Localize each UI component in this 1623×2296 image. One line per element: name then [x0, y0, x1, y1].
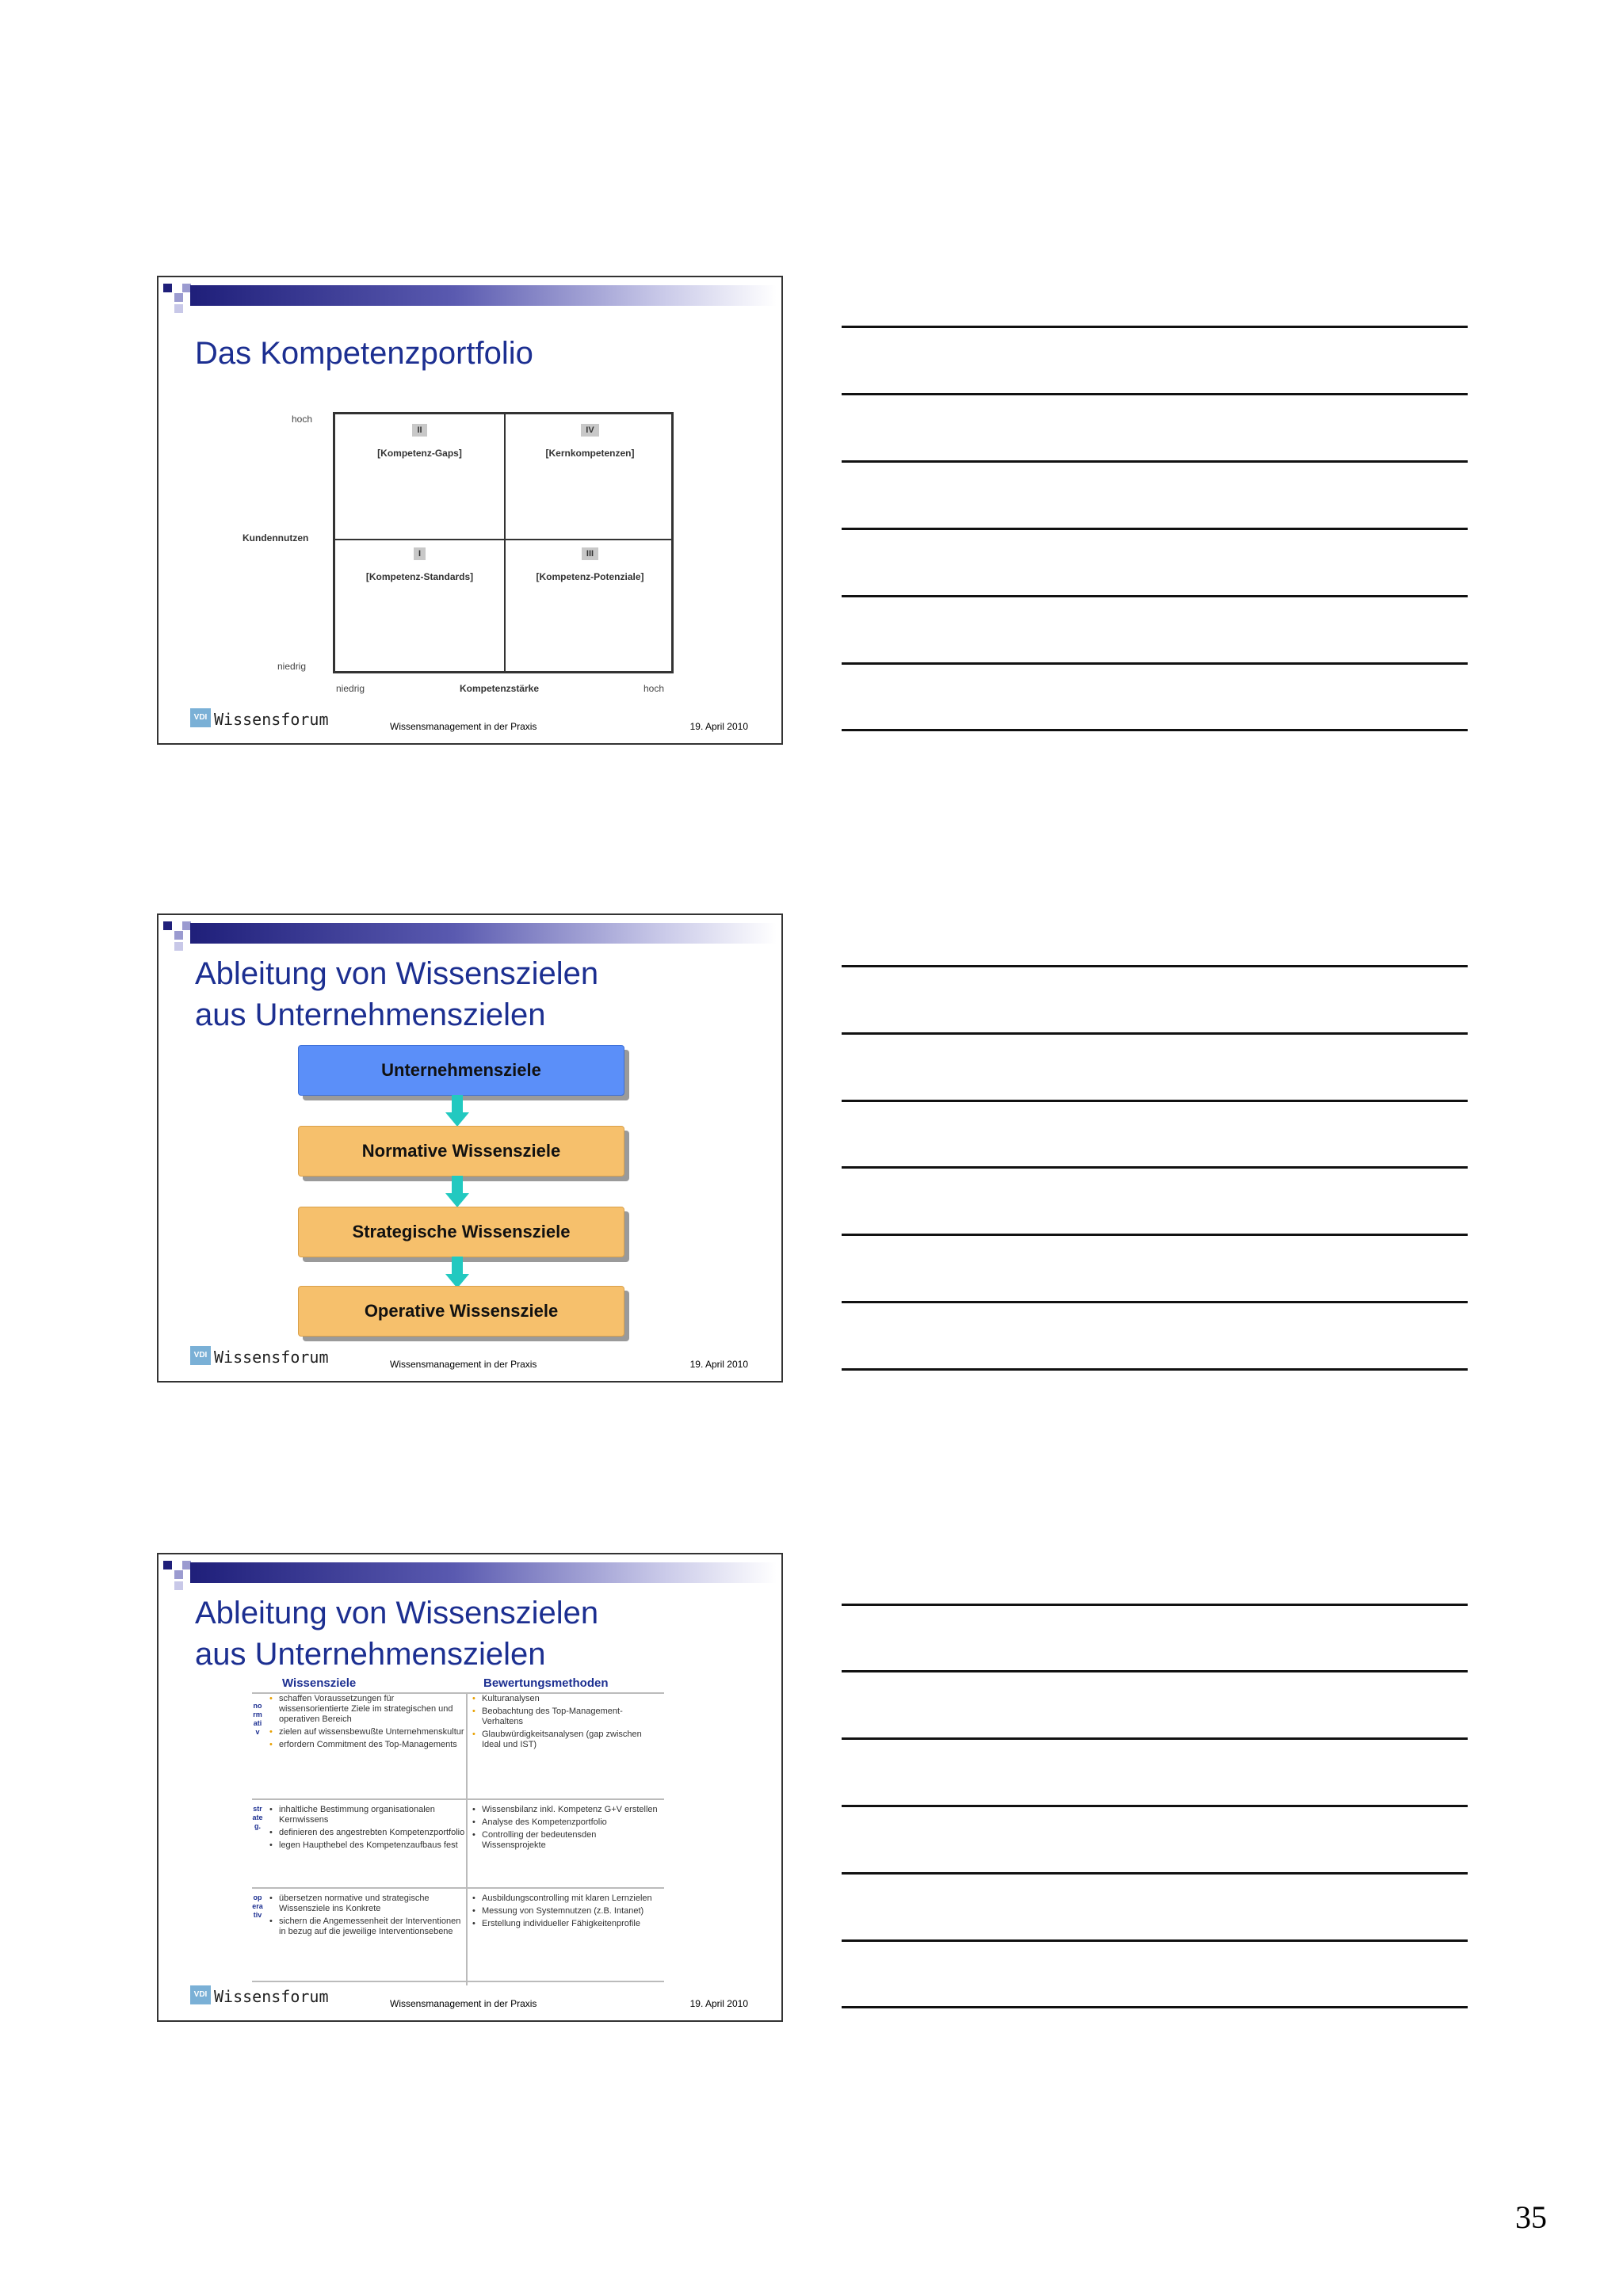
note-line [842, 662, 1468, 665]
down-arrow-icon [445, 1176, 469, 1207]
slide-ableitung-flow: Ableitung von Wissenszielen aus Unternehmenszielen Unternehmensziele Normative Wissensziele Strategische Wissensziele Operative Wissensziele VDI Wissensforum Wissensmanagement in der Praxis 19. April 2010 [157, 913, 783, 1383]
slide-title: Ableitung von Wissenszielen aus Unternehmenszielen [195, 1596, 599, 1672]
footer-event: Wissensmanagement in der Praxis [390, 1998, 537, 2009]
note-line [842, 326, 1468, 328]
x-axis-label: Kompetenzstärke [460, 683, 540, 694]
slide-kompetenzportfolio: Das Kompetenzportfolio hoch Kundennutzen niedrig II [Kompetenz-Gaps] IV [Kernkompetenzen] I [Kompetenz-Standards] III [Kompetenz-Potenziale] niedrig Kompetenzstärke hoch VDI Wissensforum Wissensmanagement in der Praxis 19. April 2010 [157, 276, 783, 745]
note-line [842, 1939, 1468, 1942]
footer-event: Wissensmanagement in der Praxis [390, 721, 537, 732]
quadrant-kernkompetenzen: IV [Kernkompetenzen] [545, 425, 635, 459]
footer-date: 19. April 2010 [689, 1998, 748, 2009]
page-number: 35 [1515, 2199, 1547, 2235]
note-line [842, 528, 1468, 530]
note-line [842, 1234, 1468, 1236]
note-line [842, 1166, 1468, 1169]
note-line [842, 1670, 1468, 1672]
note-line [842, 1872, 1468, 1875]
footer-date: 19. April 2010 [689, 721, 748, 732]
col-header-bewertungsmethoden: Bewertungsmethoden [483, 1676, 609, 1690]
wissensziele-table [252, 1676, 664, 1984]
table-row: normativ • schaffen Voraussetzungen für wissensorientierte Ziele im strategischen und operativen Bereich • zielen auf wissensbewußte Unternehmenskultur • erfordern Commitment des Top-Managements • Kulturanalysen • Beobachtung des Top-Management-Verhaltens • Glaubwürdigkeitsanalysen (gap zwischen Ideal und IST) [252, 1692, 664, 1800]
note-line [842, 1100, 1468, 1102]
note-line [842, 965, 1468, 967]
down-arrow-icon [445, 1257, 469, 1288]
col-header-wissensziele: Wissensziele [282, 1676, 357, 1690]
note-line [842, 1604, 1468, 1606]
y-axis-label: Kundennutzen [242, 532, 309, 543]
x-axis-high: hoch [643, 683, 665, 694]
note-line [842, 1805, 1468, 1807]
note-line [842, 1737, 1468, 1740]
flow-step-strategische: Strategische Wissensziele [298, 1207, 624, 1257]
y-axis-high: hoch [292, 414, 313, 425]
slide-header-decoration [158, 1554, 781, 1589]
note-line [842, 460, 1468, 463]
footer-date: 19. April 2010 [689, 1359, 748, 1370]
flow-step-unternehmensziele: Unternehmensziele [298, 1045, 624, 1096]
slide-title: Das Kompetenzportfolio [195, 336, 533, 371]
flow-step-operative: Operative Wissensziele [298, 1286, 624, 1337]
footer-event: Wissensmanagement in der Praxis [390, 1359, 537, 1370]
down-arrow-icon [445, 1095, 469, 1127]
note-line [842, 1301, 1468, 1303]
note-line [842, 2006, 1468, 2008]
slide-header-decoration [158, 915, 781, 950]
table-row: operativ • übersetzen normative und strategische Wissensziele ins Konkrete • sichern die Angemessenheit der Interventionen in bezug auf die jeweilige Interventionsebene • Ausbildungscontrolling mit klaren Lernzielen • Messung von Systemnutzen (z.B. Intanet) • Erstellung individueller Fähigkeitenprofile [252, 1887, 664, 1982]
slide-ableitung-table: Ableitung von Wissenszielen aus Unternehmenszielen Wissensziele Bewertungsmethoden normativ • schaffen Voraussetzungen für wissensorientierte Ziele im strategischen und operativen Bereich • zielen auf wissensbewußte Unternehmenskultur • erfordern Commitment des Top-Managements • Kulturanalysen • Beobachtung des Top-Management-Verhaltens • Glaubwürdigkeitsanalysen (gap zwischen Ideal und IST) strateg. • inhaltliche Bestimmung organisationalen Kernwissens • definieren des angestrebten Kompetenzportfolio • legen Haupthebel des Kompetenzaufbaus fest • Wissensbilanz inkl. Kompetenz G+V erstellen • Analyse des Kompetenzportfolio • Controlling der bedeutensden Wissensprojekte operativ • übersetzen normative und strategische Wissensziele ins Konkrete • sichern die Angemessenheit der Interventionen in bezug auf die jeweilige Interventionsebene • Ausbildungscontrolling mit klaren Lernzielen • Messung von Systemnutzen (z.B. Intanet) • Erstellung individueller Fähigkeitenprofile VDI Wissensforum Wissensmanagement in der Praxis 19. April 2010 [157, 1553, 783, 2022]
portfolio-matrix [333, 412, 674, 673]
note-line [842, 1032, 1468, 1035]
note-line [842, 393, 1468, 395]
slide-header-decoration [158, 277, 781, 312]
table-row: strateg. • inhaltliche Bestimmung organisationalen Kernwissens • definieren des angestrebten Kompetenzportfolio • legen Haupthebel des Kompetenzaufbaus fest • Wissensbilanz inkl. Kompetenz G+V erstellen • Analyse des Kompetenzportfolio • Controlling der bedeutensden Wissensprojekte [252, 1798, 664, 1889]
note-line [842, 729, 1468, 731]
note-line [842, 595, 1468, 597]
x-axis-low: niedrig [336, 683, 365, 694]
note-line [842, 1368, 1468, 1371]
slide-title: Ableitung von Wissenszielen aus Unternehmenszielen [195, 956, 599, 1032]
flow-step-normative: Normative Wissensziele [298, 1126, 624, 1177]
quadrant-kompetenz-potenziale: III [Kompetenz-Potenziale] [536, 549, 644, 582]
quadrant-kompetenz-standards: I [Kompetenz-Standards] [365, 549, 474, 582]
y-axis-low: niedrig [277, 661, 307, 672]
quadrant-kompetenz-gaps: II [Kompetenz-Gaps] [377, 425, 462, 459]
